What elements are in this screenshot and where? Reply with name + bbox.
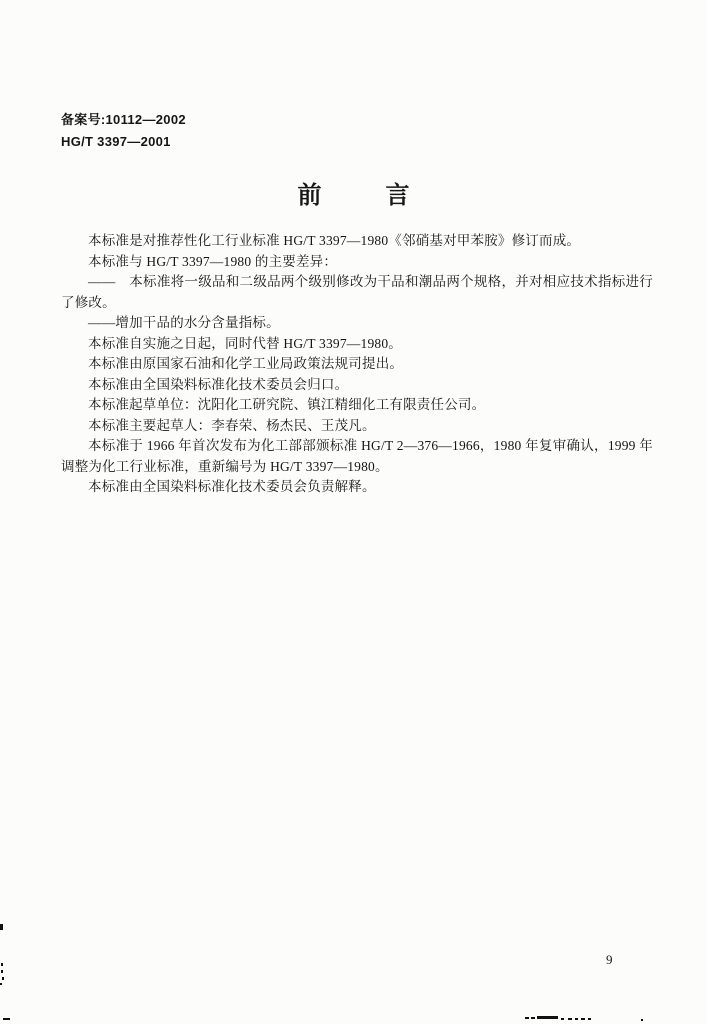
scan-speck	[0, 983, 2, 985]
scan-speck	[3, 1018, 10, 1020]
paragraph-main-drafters: 本标准主要起草人：李春荣、杨杰民、王茂凡。	[88, 417, 376, 433]
document-header	[61, 109, 186, 153]
paragraph-differences-intro: 本标准与 HG/T 3397—1980 的主要差异：	[88, 253, 338, 269]
scan-speck	[537, 1016, 558, 1019]
page-title	[0, 183, 707, 209]
body-text	[61, 231, 653, 498]
paragraph-difference-moisture: ——增加干品的水分含量指标。	[88, 315, 280, 330]
scan-speck	[0, 924, 3, 930]
paragraph-under-jurisdiction: 本标准由全国染料标准化技术委员会归口。	[88, 376, 349, 392]
paragraph-difference-grades: —— 本标准将一级品和二级品两个级别修改为干品和潮品两个规格，并对相应技术指标进行了修改。	[61, 274, 653, 310]
record-number: 备案号:10112—2002	[61, 112, 186, 127]
paragraph-drafting-units: 本标准起草单位：沈阳化工研究院、镇江精细化工有限责任公司。	[88, 397, 486, 412]
paragraph-revision-basis: 本标准是对推荐性化工行业标准 HG/T 3397—1980《邻硝基对甲苯胺》修订而成。	[88, 233, 581, 248]
scan-speck	[1, 963, 3, 966]
scan-speck	[2, 977, 4, 980]
scan-speck	[1, 970, 3, 973]
scan-speck	[581, 1018, 585, 1020]
paragraph-replacement: 本标准自实施之日起，同时代替 HG/T 3397—1980。	[88, 335, 403, 351]
scan-speck	[575, 1018, 578, 1020]
scan-speck	[588, 1018, 591, 1020]
scan-speck	[531, 1017, 535, 1019]
title-char-1: 前	[297, 183, 322, 209]
page-number: 9	[606, 952, 613, 967]
scan-speck	[561, 1018, 564, 1020]
standard-code: HG/T 3397—2001	[61, 134, 171, 149]
title-char-2: 言	[385, 183, 410, 209]
paragraph-proposed-by: 本标准由原国家石油和化学工业局政策法规司提出。	[88, 356, 404, 371]
paragraph-interpretation: 本标准由全国染料标准化技术委员会负责解释。	[88, 479, 376, 494]
scan-speck	[568, 1018, 572, 1020]
scan-speck	[641, 1019, 643, 1021]
paragraph-history: 本标准于 1966 年首次发布为化工部部颁标准 HG/T 2—376—1966，1980 年复审确认，1999 年调整为化工行业标准，重新编号为 HG/T 3397—1980。	[61, 438, 653, 474]
scan-speck	[525, 1017, 529, 1019]
